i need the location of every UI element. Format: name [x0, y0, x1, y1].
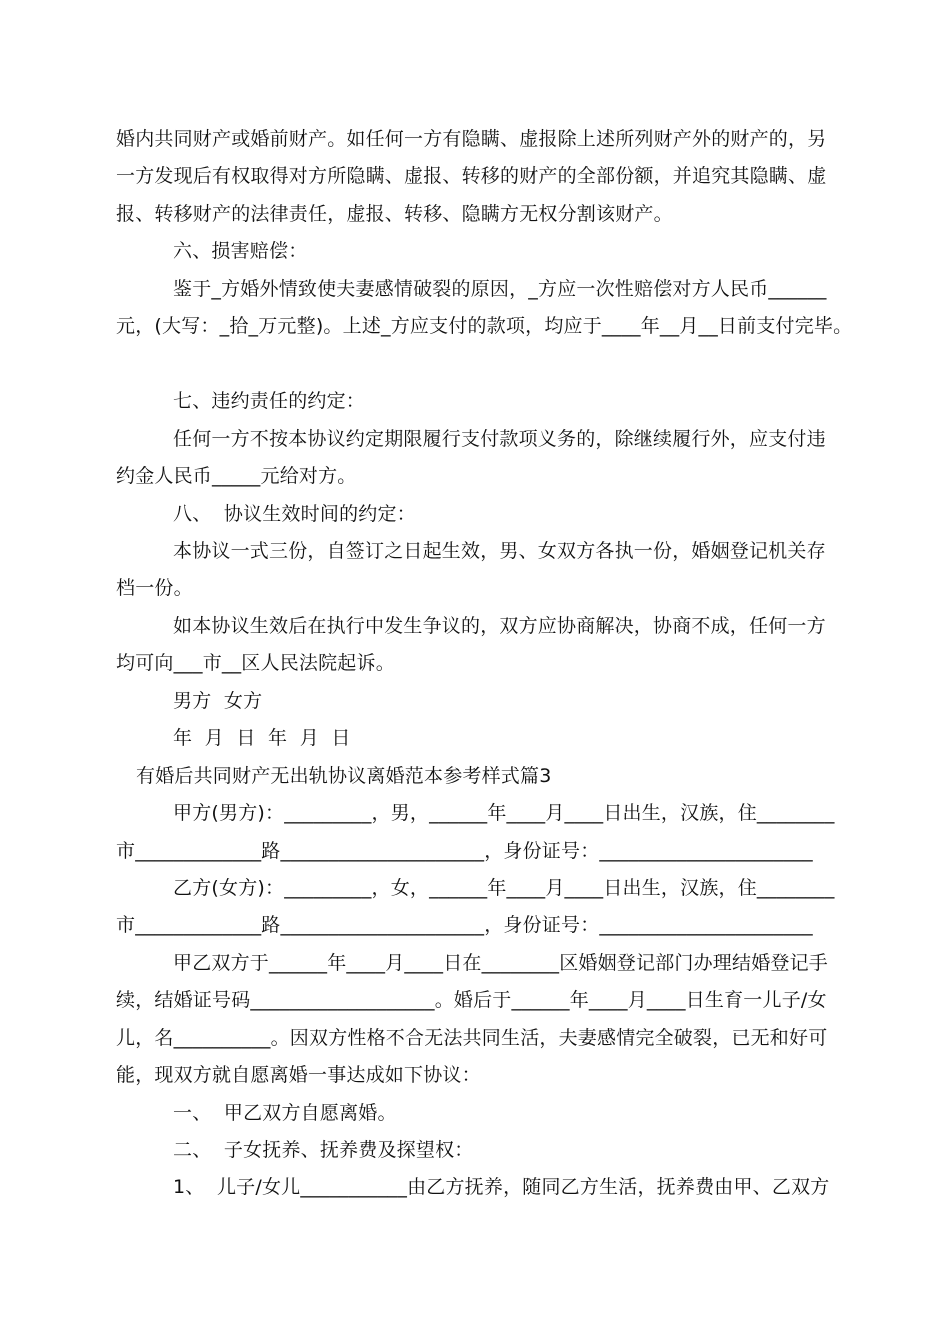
- signature-dates: 年 月 日 年 月 日: [173, 727, 351, 749]
- signature-parties: 男方 女方: [173, 690, 263, 712]
- paragraph-line: 约金人民币_____元给对方。: [116, 465, 357, 487]
- paragraph-line: 均可向___市__区人民法院起诉。: [116, 652, 395, 674]
- section-heading: 六、损害赔偿：: [173, 240, 308, 262]
- paragraph-line: 元，(大写：_拾_万元整)。上述_方应支付的款项，均应于____年__月__日前支付完毕。: [116, 315, 853, 337]
- paragraph-line: 能，现双方就自愿离婚一事达成如下协议：: [116, 1064, 481, 1086]
- paragraph-line: 鉴于_方婚外情致使夫妻感情破裂的原因，_方应一次性赔偿对方人民币______: [173, 278, 827, 300]
- paragraph-line: 甲方(男方)：_________，男，______年____月____日出生，汉族，住________: [173, 802, 835, 824]
- section-heading: 八、 协议生效时间的约定：: [173, 503, 416, 525]
- paragraph-line: 报、转移财产的法律责任，虚报、转移、隐瞒方无权分割该财产。: [116, 203, 673, 225]
- section-heading: 二、 子女抚养、抚养费及探望权：: [173, 1139, 474, 1161]
- paragraph-line: 市_____________路_____________________，身份证号：______________________: [116, 840, 813, 862]
- paragraph-line: 甲乙双方于______年____月____日在________区婚姻登记部门办理结婚登记手: [173, 952, 829, 974]
- paragraph-line: 任何一方不按本协议约定期限履行支付款项义务的，除继续履行外，应支付违: [173, 428, 826, 450]
- paragraph-line: 一方发现后有权取得对方所隐瞒、虚报、转移的财产的全部份额，并追究其隐瞒、虚: [116, 165, 827, 187]
- section-heading: 七、违约责任的约定：: [173, 390, 366, 412]
- paragraph-line: 儿，名__________。因双方性格不合无法共同生活，夫妻感情完全破裂，已无和好可: [116, 1027, 828, 1049]
- section-heading: 一、 甲乙双方自愿离婚。: [173, 1102, 397, 1124]
- paragraph-line: 如本协议生效后在执行中发生争议的，双方应协商解决，协商不成，任何一方: [173, 615, 826, 637]
- paragraph-line: 市_____________路_____________________，身份证号：______________________: [116, 914, 813, 936]
- paragraph-line: 续，结婚证号码___________________。婚后于______年____月____日生育一儿子/女: [116, 989, 827, 1011]
- paragraph-line: 1、 儿子/女儿___________由乙方抚养，随同乙方生活，抚养费由甲、乙双方: [173, 1176, 830, 1198]
- paragraph-line: 本协议一式三份，自签订之日起生效，男、女双方各执一份，婚姻登记机关存: [173, 540, 826, 562]
- paragraph-line: 婚内共同财产或婚前财产。如任何一方有隐瞒、虚报除上述所列财产外的财产的，另: [116, 128, 827, 150]
- paragraph-line: 档一份。: [116, 577, 193, 599]
- paragraph-line: 乙方(女方)：_________，女，______年____月____日出生，汉族，住________: [173, 877, 835, 899]
- section-title: 有婚后共同财产无出轨协议离婚范本参考样式篇3: [136, 765, 552, 787]
